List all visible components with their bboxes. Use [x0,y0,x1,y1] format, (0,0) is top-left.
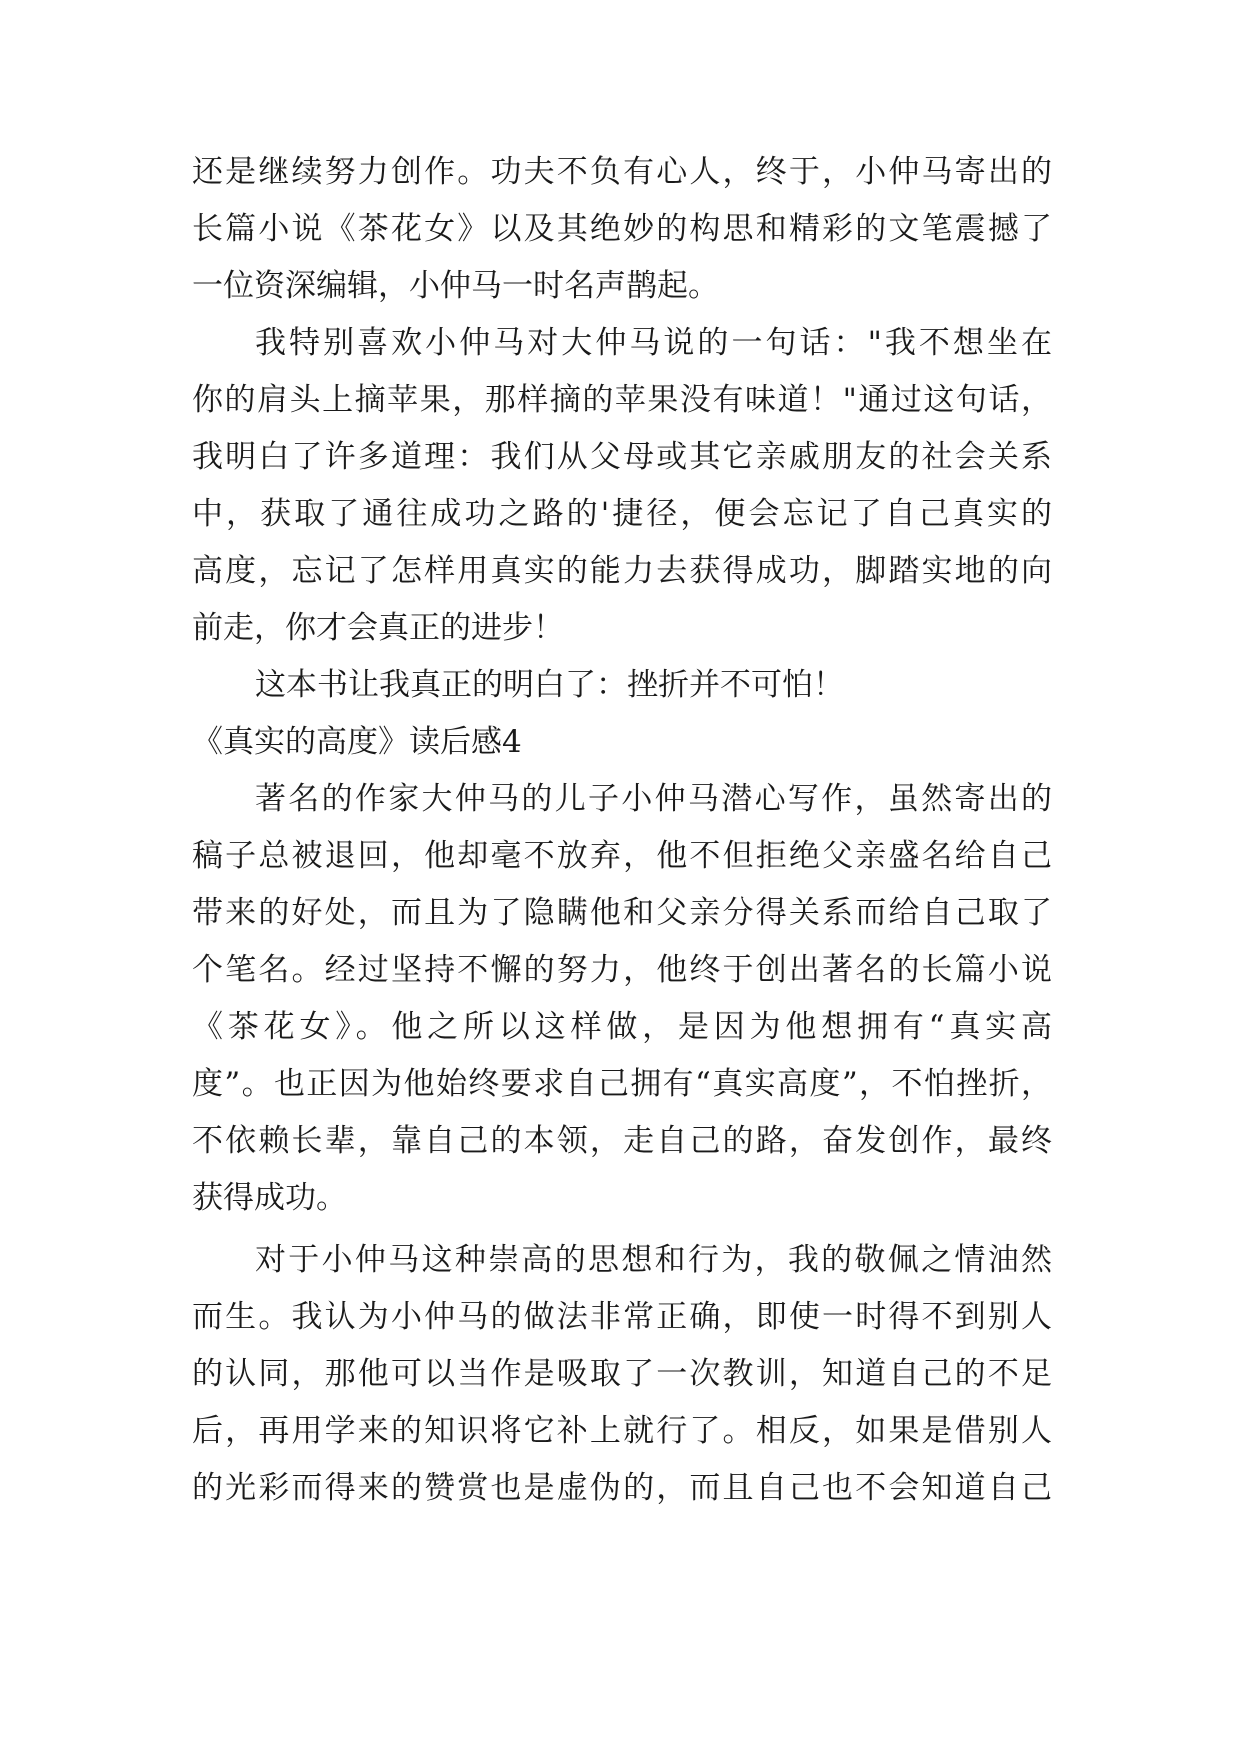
text-line: 稿子总被退回，他却毫不放弃，他不但拒绝父亲盛名给自己 [192,838,1052,874]
text-line: 前走，你才会真正的进步！ [192,610,564,646]
text-line: 度”。也正因为他始终要求自己拥有“真实高度”，不怕挫折， [192,1066,1052,1102]
text-line: 后，再用学来的知识将它补上就行了。相反，如果是借别人 [192,1413,1052,1449]
text-line: 不依赖长辈，靠自己的本领，走自己的路，奋发创作，最终 [192,1123,1052,1159]
text-line: 我明白了许多道理：我们从父母或其它亲戚朋友的社会关系 [192,439,1052,475]
section-heading: 《真实的高度》读后感4 [192,724,522,760]
text-line: 带来的好处，而且为了隐瞒他和父亲分得关系而给自己取了 [192,895,1052,931]
text-line: 中，获取了通往成功之路的'捷径，便会忘记了自己真实的 [192,496,1052,532]
text-line: 高度，忘记了怎样用真实的能力去获得成功，脚踏实地的向 [192,553,1052,589]
text-line: 的光彩而得来的赞赏也是虚伪的，而且自己也不会知道自己 [192,1470,1052,1506]
text-line: 对于小仲马这种崇高的思想和行为，我的敬佩之情油然 [255,1242,1052,1278]
text-line: 还是继续努力创作。功夫不负有心人，终于，小仲马寄出的 [192,154,1052,190]
text-line: 我特别喜欢小仲马对大仲马说的一句话："我不想坐在 [255,325,1052,361]
text-line: 《茶花女》。他之所以这样做，是因为他想拥有“真实高 [192,1009,1052,1045]
text-line: 的认同，那他可以当作是吸取了一次教训，知道自己的不足 [192,1356,1052,1392]
text-line: 个笔名。经过坚持不懈的努力，他终于创出著名的长篇小说 [192,952,1052,988]
text-line: 而生。我认为小仲马的做法非常正确，即使一时得不到别人 [192,1299,1052,1335]
text-line: 获得成功。 [192,1180,347,1216]
text-line: 你的肩头上摘苹果，那样摘的苹果没有味道！"通过这句话， [192,382,1052,418]
text-line: 这本书让我真正的明白了：挫折并不可怕！ [255,667,844,703]
text-line: 著名的作家大仲马的儿子小仲马潜心写作，虽然寄出的 [255,781,1052,817]
text-line: 一位资深编辑，小仲马一时名声鹊起。 [192,268,719,304]
text-line: 长篇小说《茶花女》以及其绝妙的构思和精彩的文笔震撼了 [192,211,1052,247]
